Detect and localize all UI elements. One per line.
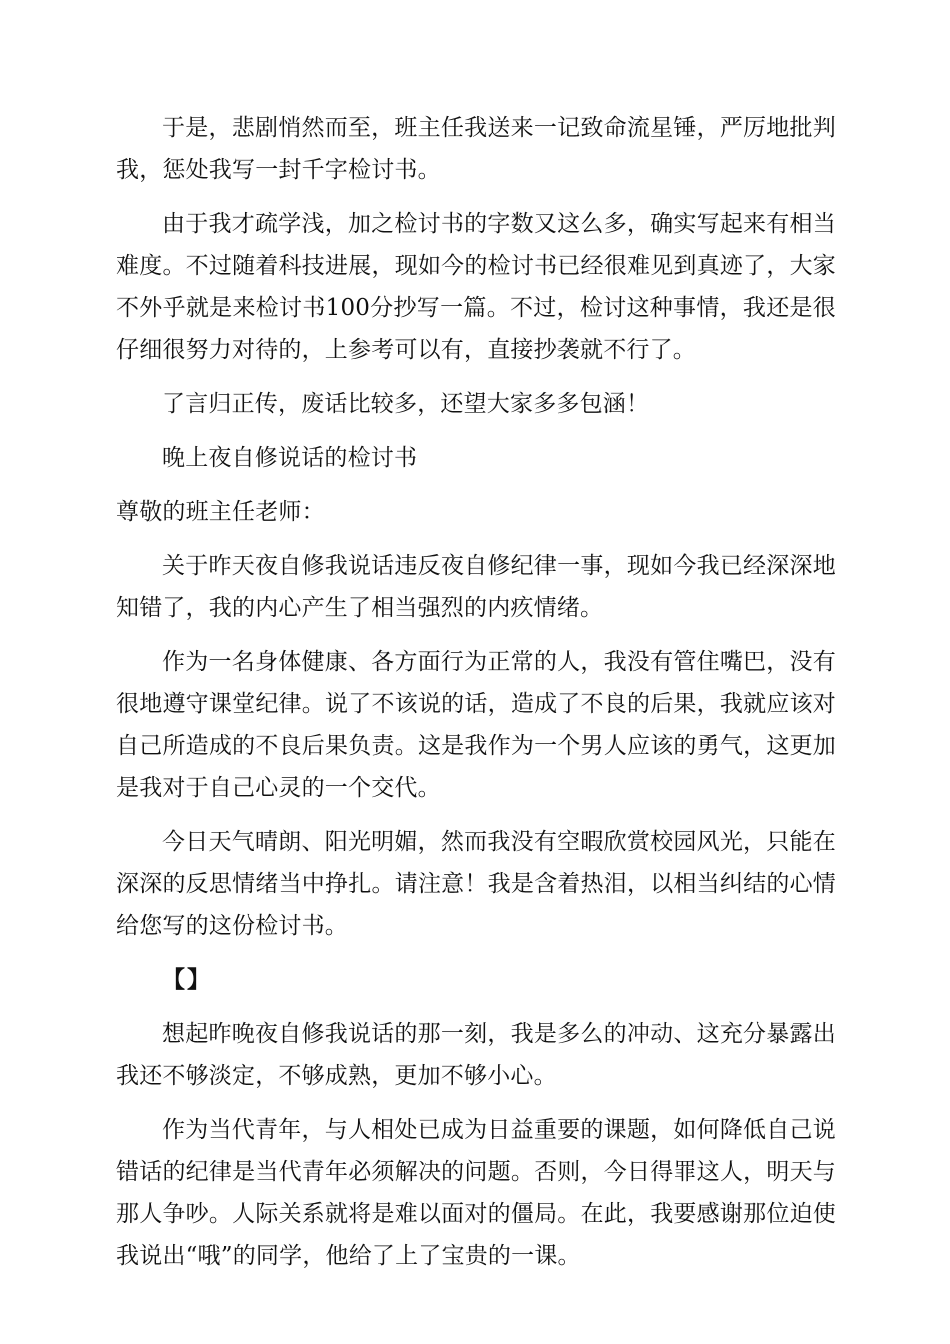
paragraph-punishment: 于是，悲剧悄然而至，班主任我送来一记致命流星锤，严厉地批判我，惩处我写一封千字检讨书。 — [116, 115, 836, 183]
paragraph-difficulty: 由于我才疏学浅，加之检讨书的字数又这么多，确实写起来有相当难度。不过随着科技进展，现如今的检讨书已经很难见到真迹了，大家不外乎就是来检讨书100分抄写一篇。不过，检讨这种事情，我还是很仔细很努力对待的，上参考可以有，直接抄袭就不行了。 — [116, 211, 836, 363]
document-body — [116, 107, 836, 1277]
paragraph-back-to-topic: 了言归正传，废话比较多，还望大家多多包涵！ — [162, 391, 650, 417]
paragraph-reflection: 今日天气晴朗、阳光明媚，然而我没有空暇欣赏校园风光，只能在深深的反思情绪当中挣扎。请注意！我是含着热泪，以相当纠结的心情给您写的这份检讨书。 — [116, 829, 836, 939]
paragraph-responsibility: 作为一名身体健康、各方面行为正常的人，我没有管住嘴巴，没有很地遵守课堂纪律。说了不该说的话，造成了不良的后果，我就应该对自己所造成的不良后果负责。这是我作为一个男人应该的勇气，这更加是我对于自己心灵的一个交代。 — [116, 649, 836, 801]
bracket-marker: 【】 — [162, 967, 212, 993]
paragraph-admission: 关于昨天夜自修我说话违反夜自修纪律一事，现如今我已经深深地知错了，我的内心产生了相当强烈的内疚情绪。 — [116, 553, 836, 621]
letter-title: 晚上夜自修说话的检讨书 — [162, 445, 418, 471]
letter-salutation: 尊敬的班主任老师： — [116, 499, 325, 525]
paragraph-youth: 作为当代青年，与人相处已成为日益重要的课题，如何降低自己说错话的纪律是当代青年必须解决的问题。否则，今日得罪这人，明天与那人争吵。人际关系就将是难以面对的僵局。在此，我要感谢那位迫使我说出“哦”的同学，他给了上了宝贵的一课。 — [116, 1117, 836, 1269]
paragraph-recall: 想起昨晚夜自修我说话的那一刻，我是多么的冲动、这充分暴露出我还不够淡定，不够成熟，更加不够小心。 — [116, 1021, 836, 1089]
